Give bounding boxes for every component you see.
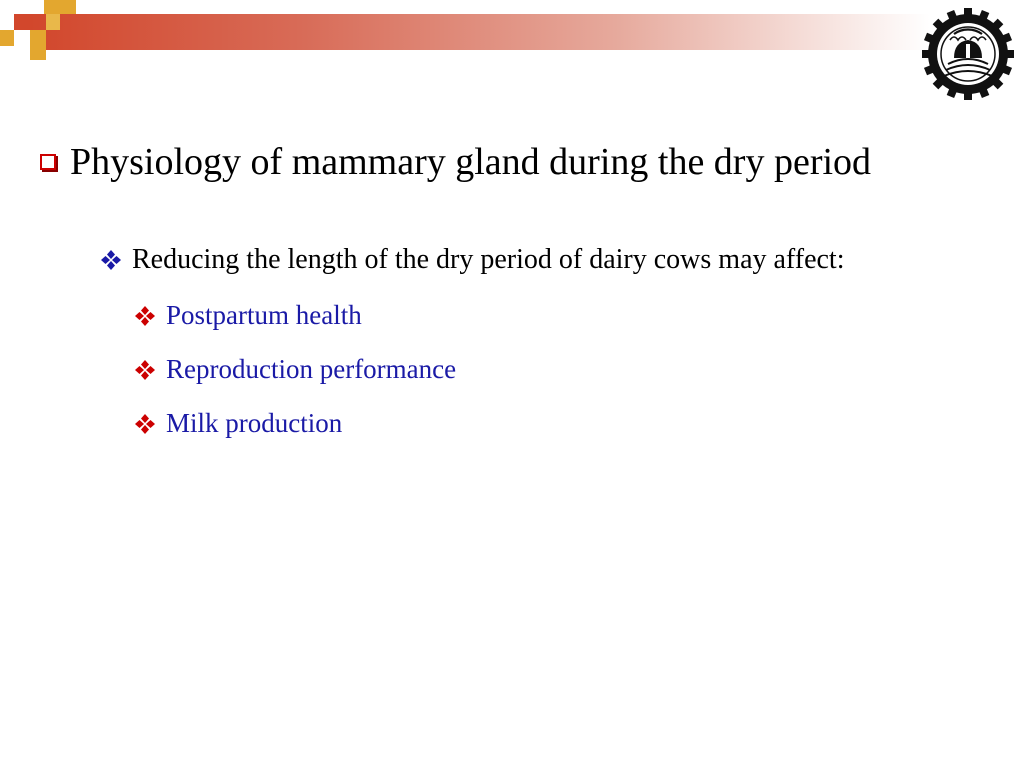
- four-diamond-bullet-icon: [134, 359, 156, 381]
- header-square: [30, 30, 46, 46]
- four-diamond-bullet-icon: [134, 305, 156, 327]
- slide-title-row: [40, 140, 871, 184]
- slide-title: Physiology of mammary gland during the dry period: [70, 141, 872, 183]
- header-square: [30, 46, 46, 60]
- header-square: [60, 0, 76, 14]
- university-logo-icon: [922, 8, 1014, 100]
- header-square: [14, 14, 30, 30]
- bullet-level1-text: Reducing the length of the dry period of dairy cows may affect:: [132, 244, 845, 275]
- bullet-level1: [100, 244, 844, 276]
- list-item-text: Reproduction performance: [166, 354, 457, 384]
- list-item: [134, 354, 456, 385]
- list-item-text: Postpartum health: [166, 300, 362, 330]
- header-square: [46, 14, 60, 30]
- list-item: [134, 408, 342, 439]
- four-diamond-bullet-icon: [134, 413, 156, 435]
- header-square: [0, 30, 14, 46]
- four-diamond-bullet-icon: [100, 249, 122, 271]
- list-item: [134, 300, 362, 331]
- header-gradient-bar: [30, 14, 930, 50]
- list-item-text: Milk production: [166, 408, 343, 438]
- hollow-square-bullet-icon: [40, 154, 56, 170]
- header-square: [44, 0, 60, 14]
- header-decoration: [0, 0, 1024, 70]
